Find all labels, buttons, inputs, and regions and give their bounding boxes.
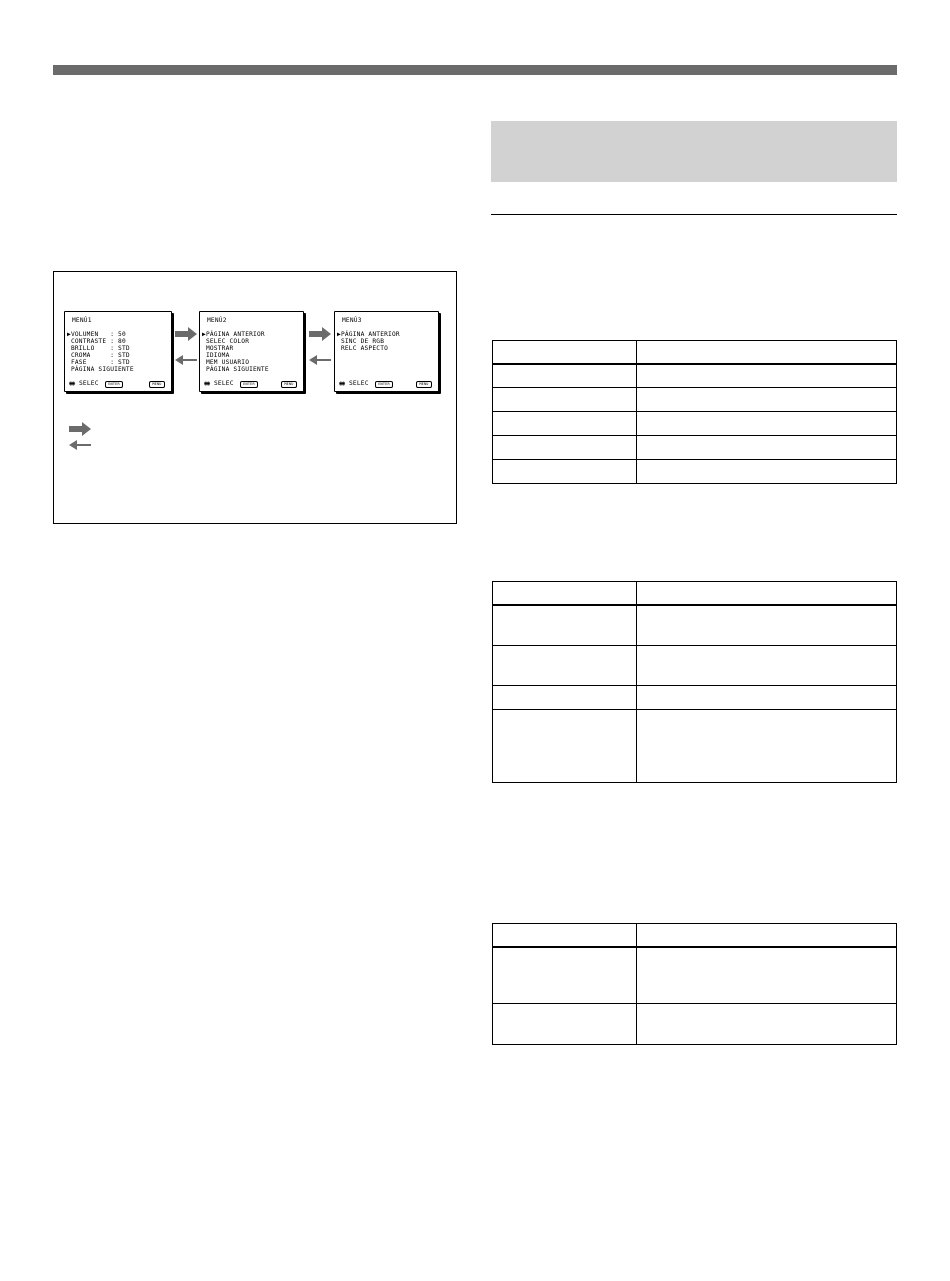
table-cell bbox=[493, 436, 637, 460]
osd-title: MENÚ3 bbox=[342, 317, 362, 324]
section-heading-box bbox=[491, 121, 897, 182]
table-cell bbox=[637, 341, 897, 364]
osd-item-list bbox=[202, 331, 269, 373]
table-row bbox=[493, 646, 897, 686]
osd-item: BRILLO : STD bbox=[70, 345, 130, 352]
osd-item: PÁGINA SIGUIENTE bbox=[70, 366, 134, 373]
osd-item: IDIOMA bbox=[205, 352, 230, 359]
table-cell bbox=[637, 388, 897, 412]
legend-arrow-left-icon bbox=[69, 440, 91, 450]
osd-item: FASE : STD bbox=[70, 359, 130, 366]
osd-item: RELC ASPECTO bbox=[340, 345, 389, 352]
table-header-row bbox=[493, 924, 897, 947]
menu-button-icon: MENU bbox=[281, 381, 297, 388]
table-cell bbox=[493, 924, 637, 947]
osd-screen-menu2 bbox=[199, 311, 304, 392]
osd-item: MEM USUARIO bbox=[205, 359, 250, 366]
select-buttons-icon: ◉◉ bbox=[204, 380, 210, 387]
osd-pointer-icon: ▶ bbox=[202, 331, 206, 338]
table-cell bbox=[637, 646, 897, 686]
table-cell bbox=[493, 460, 637, 484]
osd-item: ▶VOLUMEN : 50 bbox=[67, 331, 126, 338]
menu-flow-diagram bbox=[53, 271, 457, 524]
table-cell bbox=[493, 364, 637, 388]
table-cell bbox=[637, 364, 897, 388]
table-cell bbox=[637, 582, 897, 605]
osd-footer bbox=[69, 380, 165, 387]
table-cell bbox=[493, 686, 637, 710]
osd-screen-menu1 bbox=[64, 311, 172, 392]
table-row bbox=[493, 947, 897, 1004]
table-row bbox=[493, 436, 897, 460]
osd-pointer-icon: ▶ bbox=[337, 331, 341, 338]
settings-table-3 bbox=[492, 923, 897, 1045]
osd-item: PÁGINA SIGUIENTE bbox=[205, 366, 269, 373]
osd-select-label: SELEC bbox=[349, 380, 369, 387]
menu-button-icon: MENU bbox=[416, 381, 432, 388]
osd-item-list bbox=[337, 331, 400, 352]
table-cell bbox=[637, 605, 897, 646]
osd-select-label: SELEC bbox=[214, 380, 234, 387]
table-cell bbox=[493, 388, 637, 412]
enter-button-icon: ENTER bbox=[375, 381, 393, 388]
settings-table-2 bbox=[492, 581, 897, 783]
table-row bbox=[493, 412, 897, 436]
osd-pointer-icon: ▶ bbox=[67, 331, 71, 338]
osd-footer bbox=[204, 380, 297, 387]
osd-item: ▶PÁGINA ANTERIOR bbox=[337, 331, 400, 338]
osd-select-label: SELEC bbox=[79, 380, 99, 387]
table-cell bbox=[493, 710, 637, 783]
section-rule bbox=[491, 214, 897, 215]
table-row bbox=[493, 388, 897, 412]
arrow-right-icon bbox=[309, 327, 331, 341]
settings-table-1 bbox=[492, 340, 897, 484]
arrow-right-icon bbox=[175, 327, 197, 341]
osd-screen-menu3 bbox=[334, 311, 439, 392]
table-row bbox=[493, 686, 897, 710]
arrow-left-icon bbox=[175, 355, 197, 365]
menu-button-icon: MENU bbox=[149, 381, 165, 388]
osd-item: SELEC COLOR bbox=[205, 338, 250, 345]
top-rule-bar bbox=[53, 65, 897, 75]
osd-item: SINC DE RGB bbox=[340, 338, 385, 345]
table-cell bbox=[637, 686, 897, 710]
osd-footer bbox=[339, 380, 432, 387]
table-header-row bbox=[493, 341, 897, 364]
osd-title: MENÚ2 bbox=[207, 317, 227, 324]
table-row bbox=[493, 710, 897, 783]
table-row bbox=[493, 364, 897, 388]
table-cell bbox=[637, 1004, 897, 1045]
table-cell bbox=[493, 1004, 637, 1045]
table-cell bbox=[637, 460, 897, 484]
table-row bbox=[493, 460, 897, 484]
table-row bbox=[493, 605, 897, 646]
enter-button-icon: ENTER bbox=[105, 381, 123, 388]
table-cell bbox=[637, 710, 897, 783]
table-cell bbox=[493, 582, 637, 605]
osd-title: MENÚ1 bbox=[72, 317, 92, 324]
table-cell bbox=[637, 947, 897, 1004]
osd-item: CROMA : STD bbox=[70, 352, 130, 359]
select-buttons-icon: ◉◉ bbox=[69, 380, 75, 387]
legend-arrow-right-icon bbox=[69, 422, 91, 436]
osd-item: CONTRASTE : 80 bbox=[70, 338, 126, 345]
enter-button-icon: ENTER bbox=[240, 381, 258, 388]
table-cell bbox=[637, 436, 897, 460]
table-cell bbox=[493, 412, 637, 436]
osd-item: ▶PÁGINA ANTERIOR bbox=[202, 331, 265, 338]
table-header-row bbox=[493, 582, 897, 605]
table-cell bbox=[493, 341, 637, 364]
osd-item-list bbox=[67, 331, 134, 373]
table-cell bbox=[493, 605, 637, 646]
table-row bbox=[493, 1004, 897, 1045]
select-buttons-icon: ◉◉ bbox=[339, 380, 345, 387]
osd-item: MOSTRAR bbox=[205, 345, 234, 352]
arrow-left-icon bbox=[309, 355, 331, 365]
table-cell bbox=[637, 924, 897, 947]
table-cell bbox=[493, 646, 637, 686]
table-cell bbox=[493, 947, 637, 1004]
table-cell bbox=[637, 412, 897, 436]
